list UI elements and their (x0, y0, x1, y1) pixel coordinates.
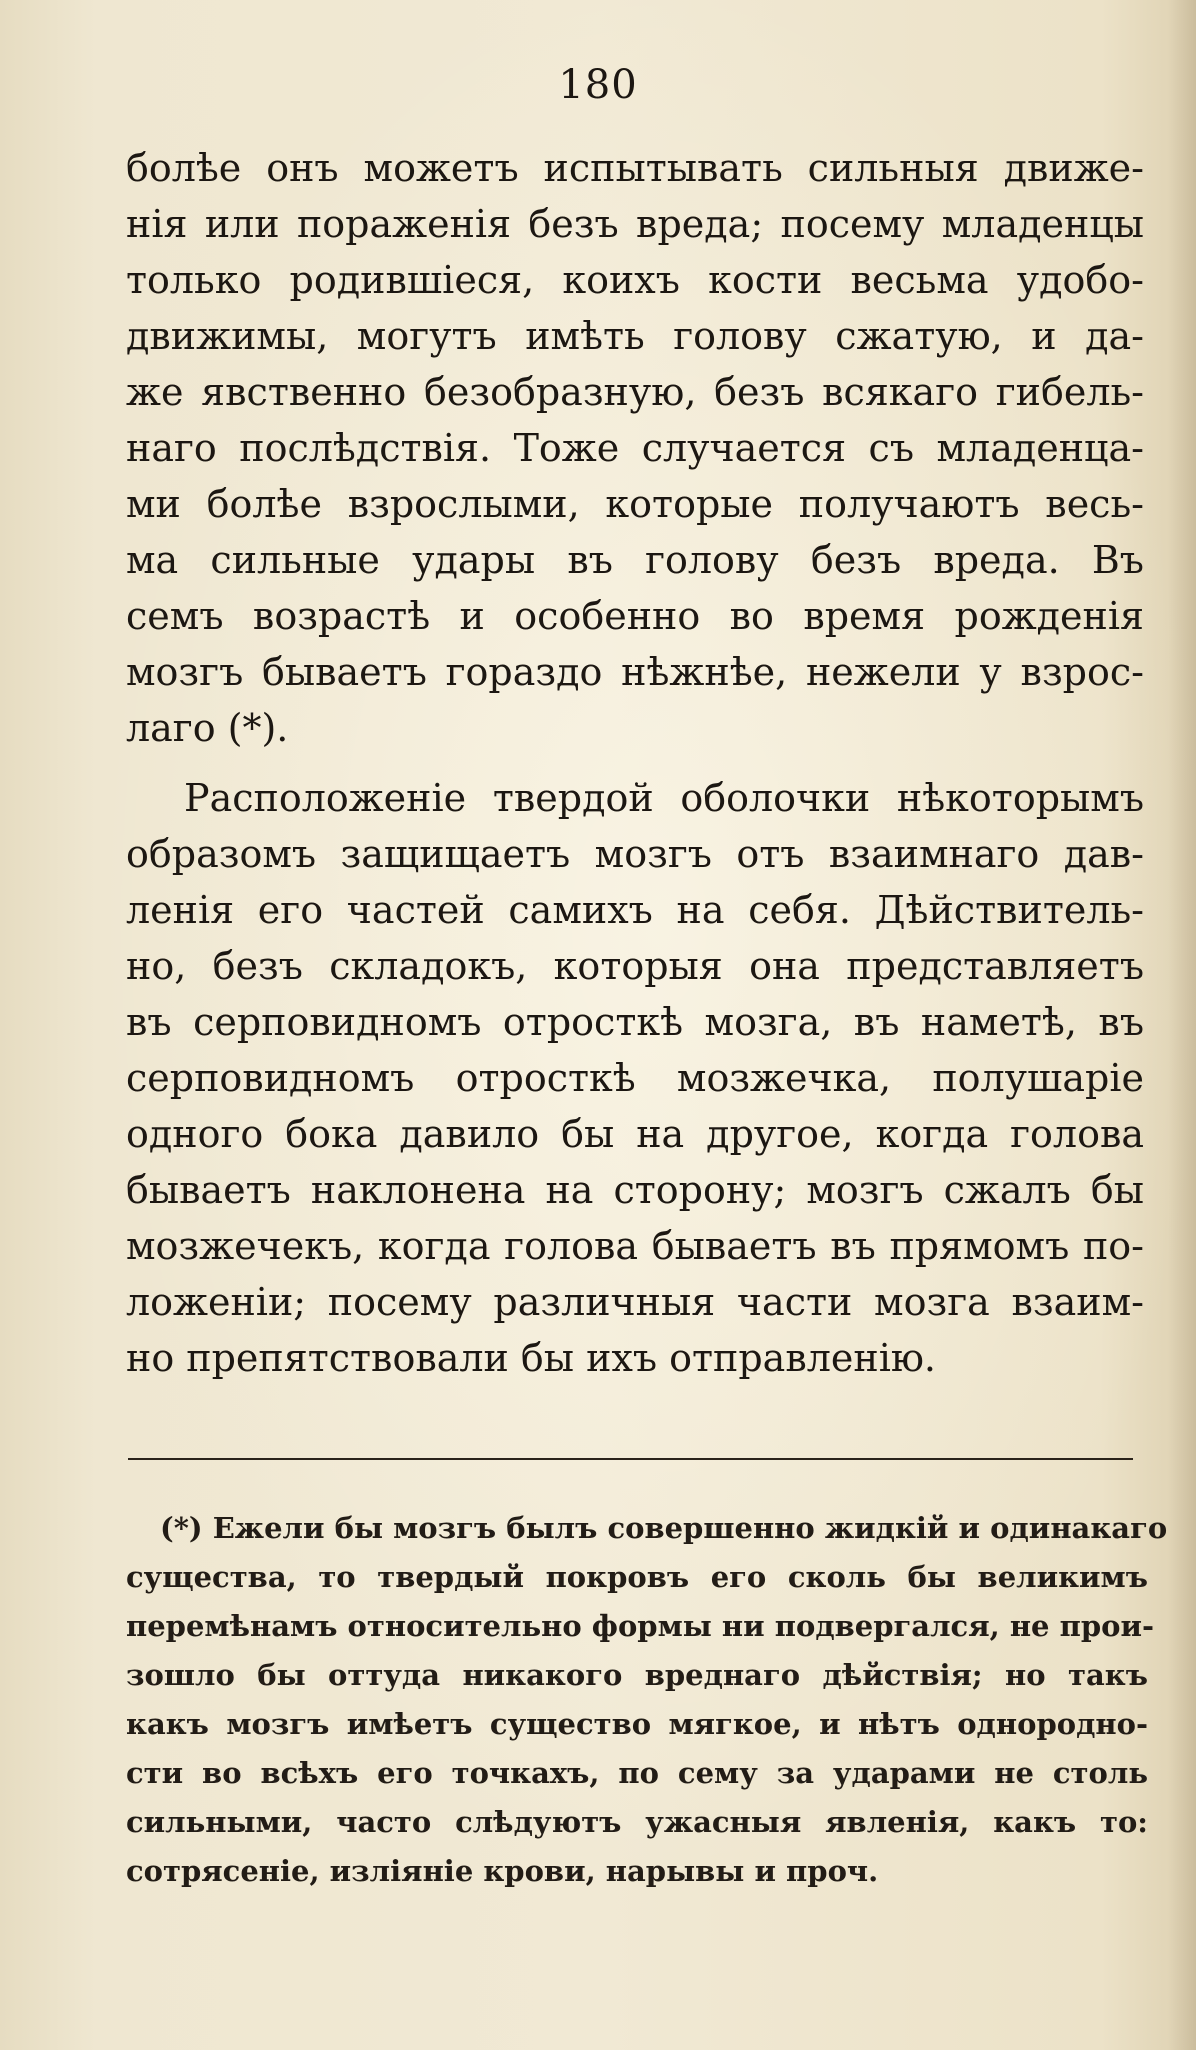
footnote-line: (*) Ежели бы мозгъ былъ совершенно жидкій и одинакаго (160, 1511, 1168, 1545)
text-line: одного бока давило бы на другое, когда голова (126, 1112, 1144, 1156)
footnote (126, 1504, 1168, 1896)
text-line: бываетъ наклонена на сторону; мозгъ сжалъ бы (126, 1168, 1144, 1212)
page-edge-shadow (1168, 0, 1196, 2050)
text-line: мозгъ бываетъ гораздо нѣжнѣе, нежели у взрос- (126, 650, 1144, 694)
footnote-line: сти во всѣхъ его точкахъ, по сему за ударами не столь (126, 1756, 1148, 1790)
paragraph-gap (126, 756, 1144, 770)
text-line: ма сильные удары въ голову безъ вреда. Въ (126, 538, 1144, 582)
main-text (126, 140, 1144, 1386)
footnote-line: какъ мозгъ имѣетъ существо мягкое, и нѣтъ однородно- (126, 1707, 1148, 1741)
text-line: Расположеніе твердой оболочки нѣкоторымъ (184, 776, 1144, 820)
page-number: 180 (558, 62, 638, 108)
footnote-line: зошло бы оттуда никакого вреднаго дѣйствія; но такъ (126, 1658, 1148, 1692)
text-line: но препятствовали бы ихъ отправленію. (126, 1336, 937, 1380)
paragraph-1 (126, 140, 1144, 756)
text-line: движимы, могутъ имѣть голову сжатую, и да- (126, 314, 1144, 358)
text-line: но, безъ складокъ, которыя она представляетъ (126, 944, 1144, 988)
footnote-line: существа, то твердый покровъ его сколь бы великимъ (126, 1560, 1148, 1594)
text-line: ми болѣе взрослыми, которые получаютъ весь- (126, 482, 1144, 526)
footnote-line: сотрясеніе, изліяніе крови, нарывы и проч. (126, 1854, 879, 1888)
text-line: серповидномъ отросткѣ мозжечка, полушаріе (126, 1056, 1144, 1100)
text-line: ложеніи; посему различныя части мозга взаим- (126, 1280, 1144, 1324)
footnote-divider (128, 1458, 1133, 1460)
text-line: мозжечекъ, когда голова бываетъ въ прямомъ по- (126, 1224, 1144, 1268)
text-line: болѣе онъ можетъ испытывать сильныя движе- (126, 146, 1144, 190)
text-line: ленія его частей самихъ на себя. Дѣйствитель- (126, 888, 1144, 932)
text-line: нія или пораженія безъ вреда; посему младенцы (126, 202, 1144, 246)
text-line: семъ возрастѣ и особенно во время рожденія (126, 594, 1144, 638)
text-line: образомъ защищаетъ мозгъ отъ взаимнаго дав- (126, 832, 1144, 876)
footnote-line: перемѣнамъ относительно формы ни подвергался, не прои- (126, 1609, 1154, 1643)
text-line: лаго (*). (126, 706, 289, 750)
footnote-line: сильными, часто слѣдуютъ ужасныя явленія, какъ то: (126, 1805, 1148, 1839)
paragraph-2 (126, 770, 1144, 1386)
text-line: же явственно безобразную, безъ всякаго гибель- (126, 370, 1144, 414)
text-line: въ серповидномъ отросткѣ мозга, въ наметѣ, въ (126, 1000, 1144, 1044)
text-line: наго послѣдствія. Тоже случается съ младенца- (126, 426, 1144, 470)
text-line: только родившіеся, коихъ кости весьма удобо- (126, 258, 1144, 302)
